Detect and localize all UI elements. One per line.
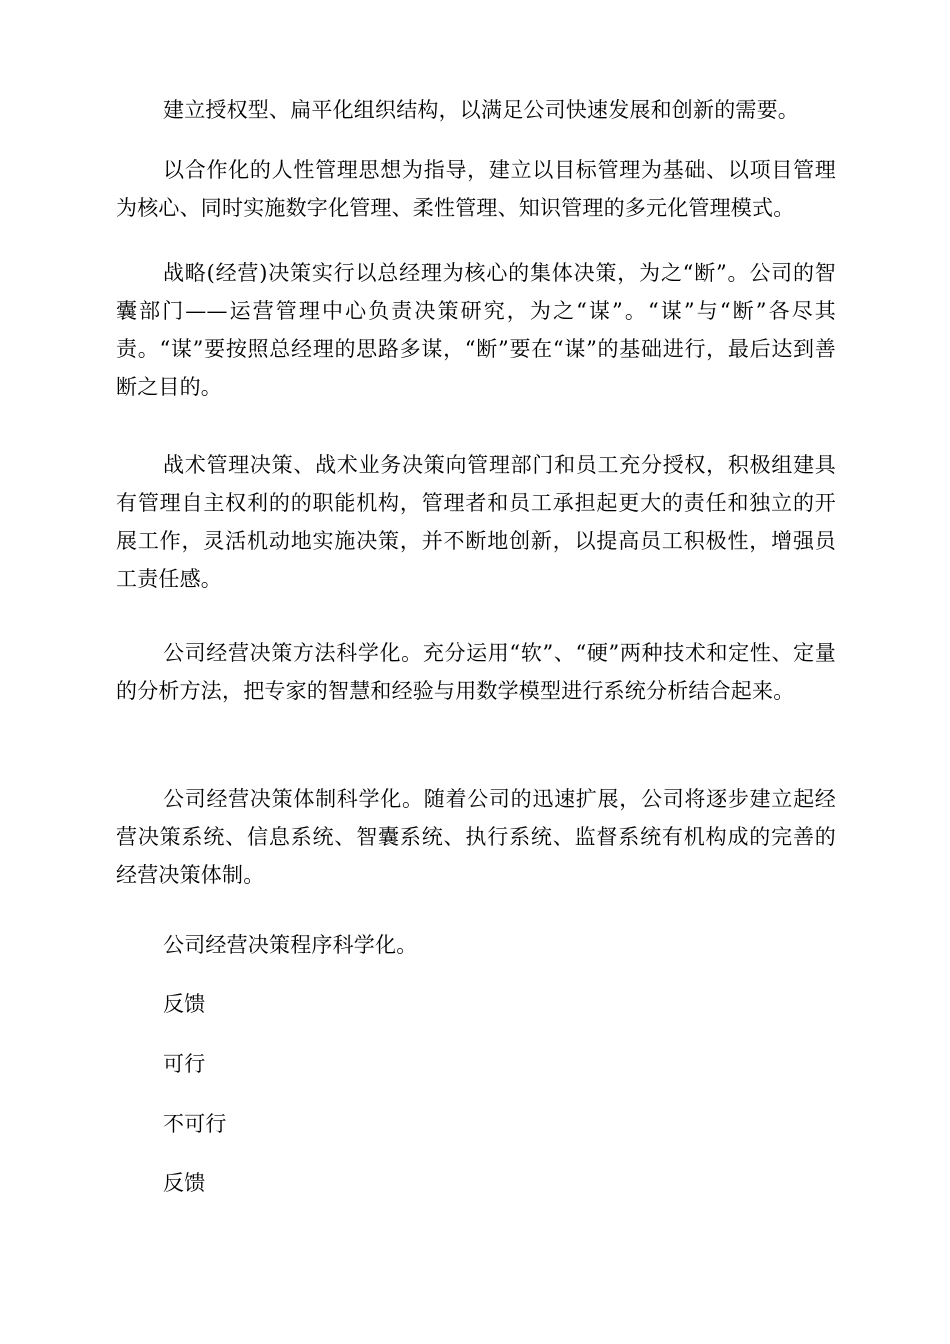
flow-label-feasible: 可行 <box>163 1052 206 1076</box>
flow-label-feedback-2: 反馈 <box>163 1171 206 1195</box>
flow-label-not-feasible: 不可行 <box>163 1112 227 1136</box>
flow-label-feedback: 反馈 <box>163 992 206 1016</box>
paragraph-strategic-decision: 战略(经营)决策实行以总经理为核心的集体决策，为之“断”。公司的智囊部门——运营管理中心负责决策研究，为之“谋”。“谋”与“断”各尽其责。“谋”要按照总经理的思路多谋，“断”要在“谋”的基础进行，最后达到善断之目的。 <box>116 261 836 399</box>
paragraph-decision-procedure: 公司经营决策程序科学化。 <box>163 933 418 957</box>
paragraph-decision-method: 公司经营决策方法科学化。充分运用“软”、“硬”两种技术和定性、定量的分析方法，把专家的智慧和经验与用数学模型进行系统分析结合起来。 <box>116 641 836 703</box>
paragraph-management-model: 以合作化的人性管理思想为指导，建立以目标管理为基础、以项目管理为核心、同时实施数字化管理、柔性管理、知识管理的多元化管理模式。 <box>116 158 836 220</box>
paragraph-org-structure: 建立授权型、扁平化组织结构，以满足公司快速发展和创新的需要。 <box>163 98 799 122</box>
paragraph-tactical-decision: 战术管理决策、战术业务决策向管理部门和员工充分授权，积极组建具有管理自主权利的的职能机构，管理者和员工承担起更大的责任和独立的开展工作，灵活机动地实施决策，并不断地创新，以提高员工积极性，增强员工责任感。 <box>116 453 836 591</box>
paragraph-decision-system: 公司经营决策体制科学化。随着公司的迅速扩展，公司将逐步建立起经营决策系统、信息系统、智囊系统、执行系统、监督系统有机构成的完善的经营决策体制。 <box>116 787 836 887</box>
